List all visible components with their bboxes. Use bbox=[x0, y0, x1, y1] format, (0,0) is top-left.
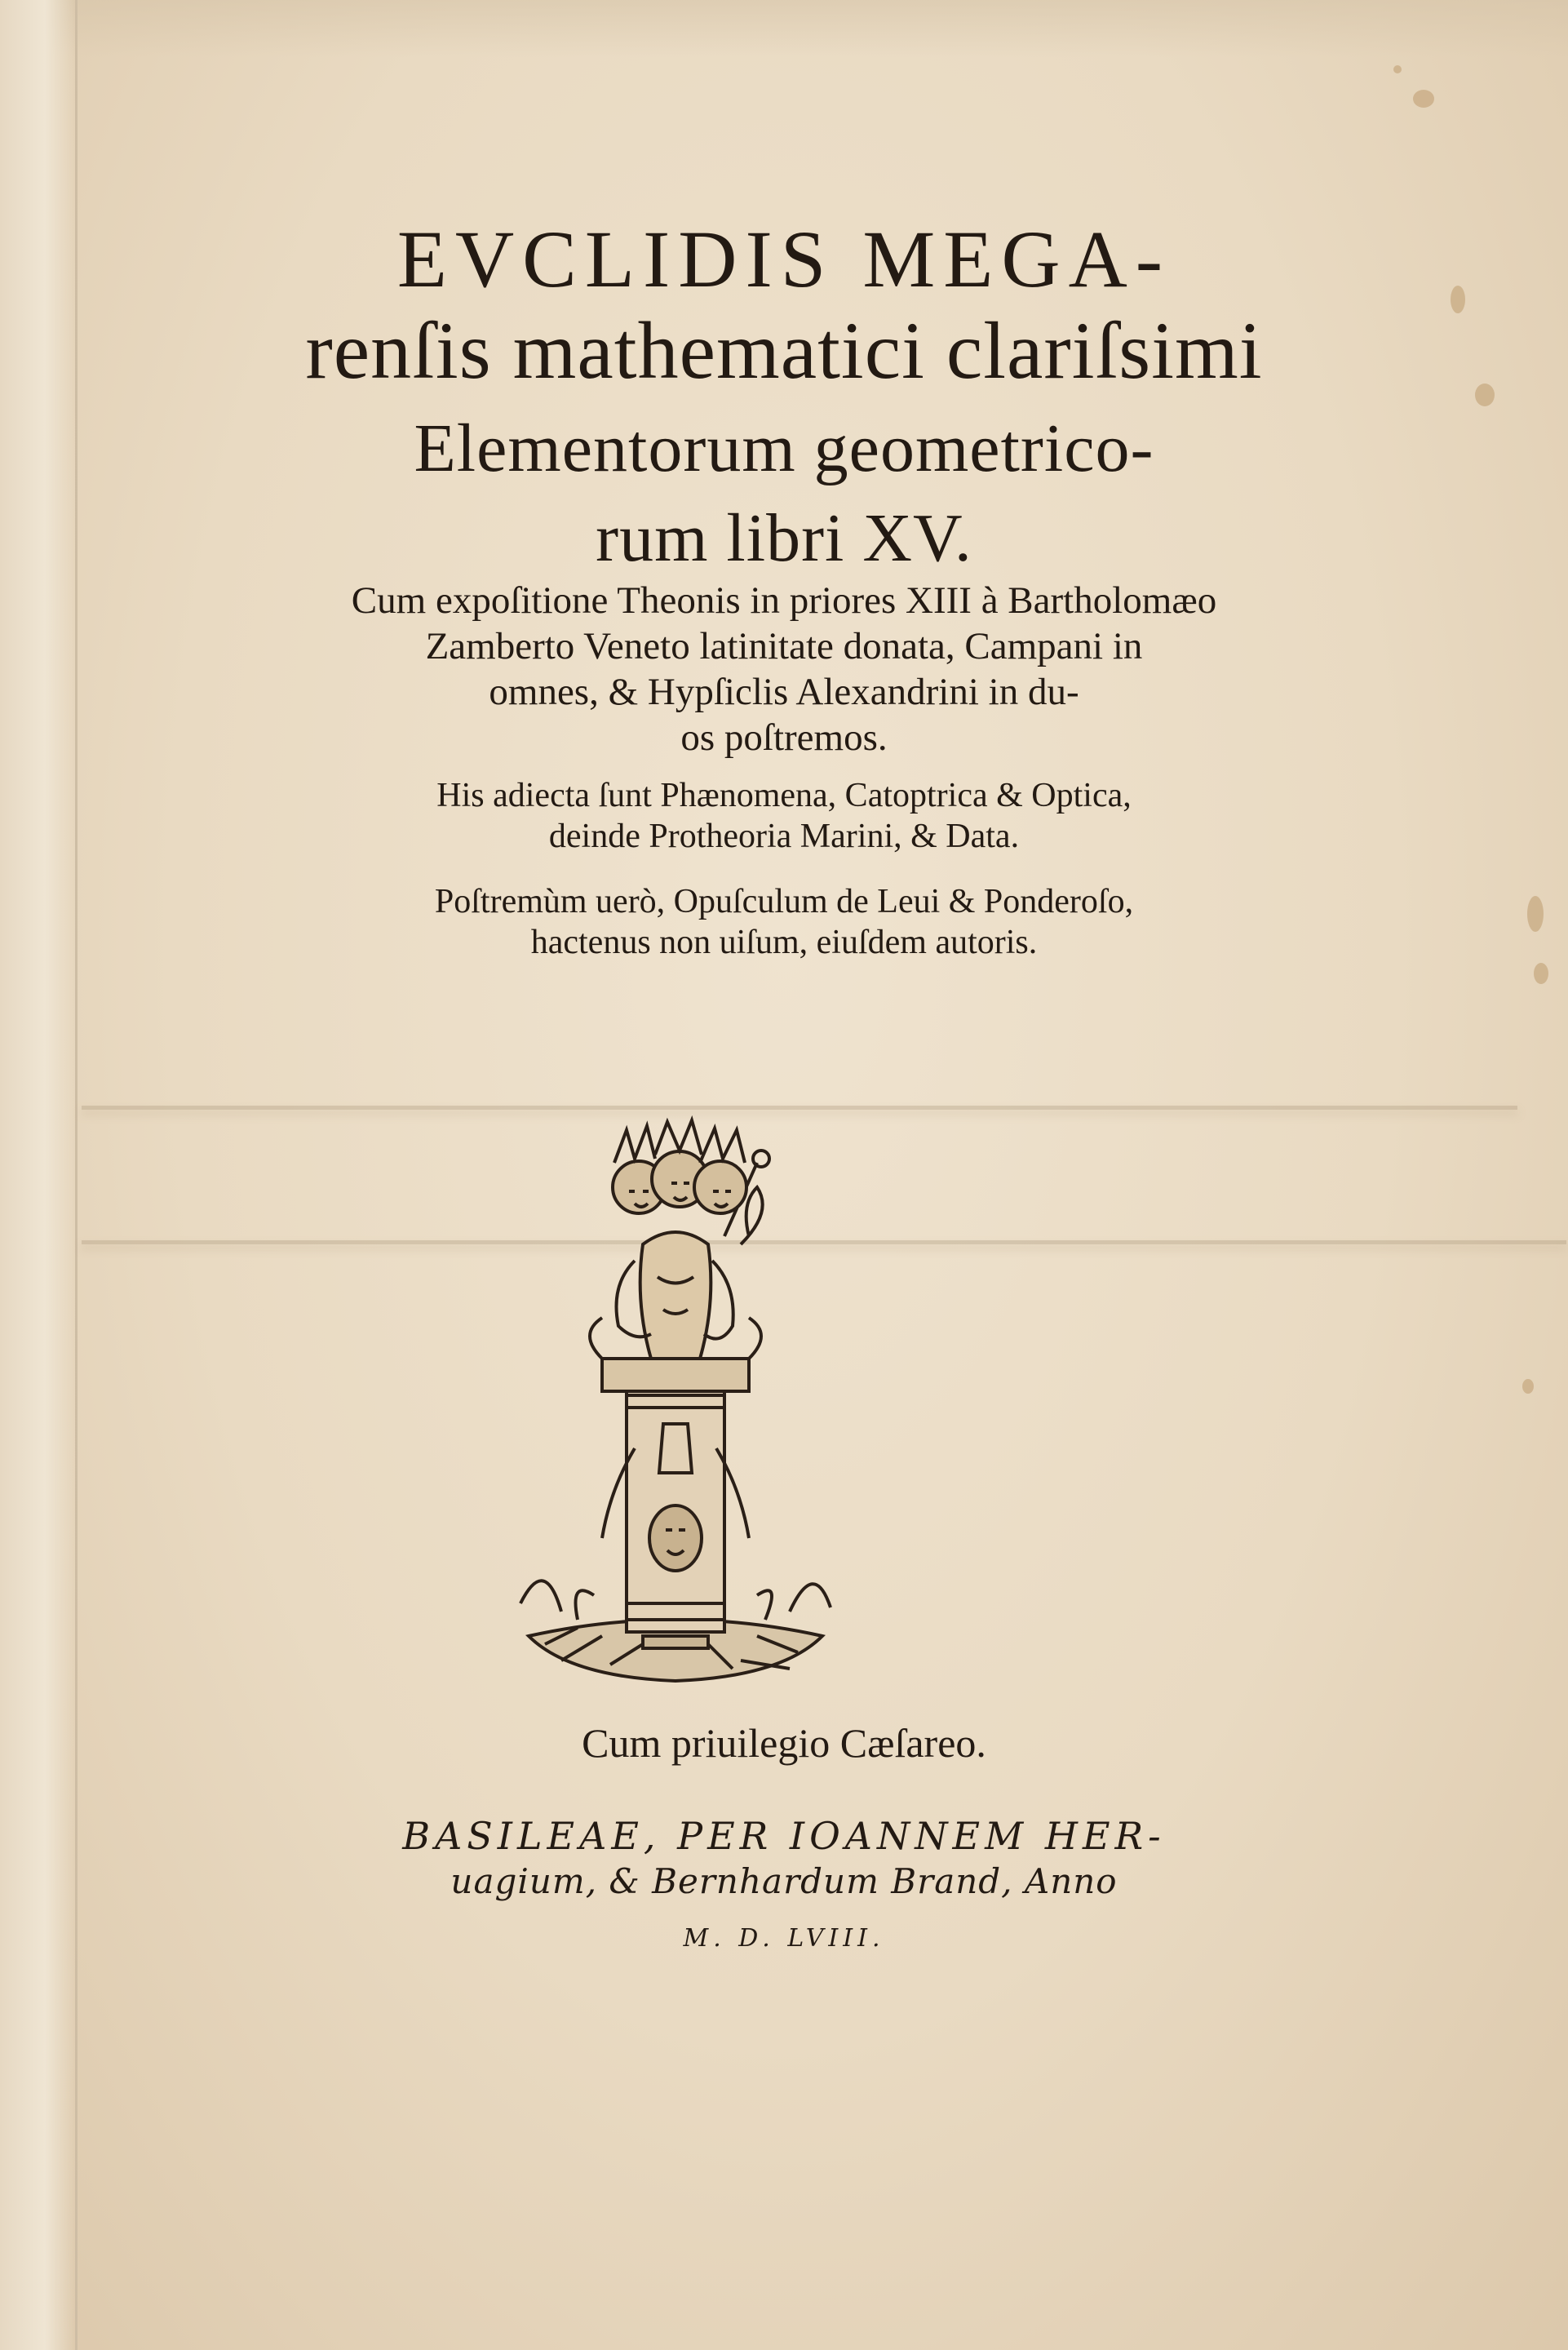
imprint-line-1: BASILEAE, PER IOANNEM HER- bbox=[402, 1814, 1166, 1858]
subtitle-line-4: os poſtremos. bbox=[680, 716, 888, 759]
paper-repair-line-upper bbox=[82, 1106, 1517, 1110]
imprint-year: M. D. LVIII. bbox=[683, 1924, 885, 1953]
opusculum-block bbox=[0, 881, 1568, 963]
foxing-spot bbox=[1393, 65, 1402, 73]
subtitle-line-3: omnes, & Hypſiclis Alexandrini in du- bbox=[489, 671, 1079, 713]
subtitle-block bbox=[0, 578, 1568, 760]
subtitle-line-2: Zamberto Veneto latinitate donata, Campani in bbox=[425, 625, 1143, 667]
top-edge-wear bbox=[0, 0, 1568, 57]
additions-block bbox=[0, 775, 1568, 857]
privilege-text: Cum priuilegio Cæſareo. bbox=[582, 1720, 986, 1766]
privilege-line bbox=[0, 1718, 1568, 1767]
imprint-block bbox=[0, 1813, 1568, 1962]
additions-line-1: His adiecta ſunt Phænomena, Catoptrica & Optica, bbox=[436, 777, 1132, 814]
title-line-4: rum libri XV. bbox=[596, 500, 972, 576]
title-block bbox=[0, 214, 1568, 584]
foxing-spot bbox=[1534, 963, 1548, 984]
title-line-2: renſis mathematici clariſsimi bbox=[305, 305, 1263, 396]
printer-device-woodcut-icon bbox=[512, 1114, 839, 1685]
additions-line-2: deinde Protheoria Marini, & Data. bbox=[548, 818, 1020, 855]
foxing-spot bbox=[1413, 90, 1434, 108]
foxing-spot bbox=[1522, 1379, 1534, 1394]
title-line-3: Elementorum geometrico- bbox=[414, 410, 1154, 486]
opusculum-line-1: Poſtremùm uerò, Opuſculum de Leui & Ponderoſo, bbox=[434, 883, 1134, 920]
subtitle-line-1: Cum expoſitione Theonis in priores XIII à Bartholomæo bbox=[351, 579, 1217, 622]
imprint-line-2: uagium, & Bernhardum Brand, Anno bbox=[450, 1861, 1118, 1901]
title-line-1: EVCLIDIS MEGA- bbox=[396, 214, 1172, 304]
opusculum-line-2: hactenus non uiſum, eiuſdem autoris. bbox=[530, 924, 1038, 961]
